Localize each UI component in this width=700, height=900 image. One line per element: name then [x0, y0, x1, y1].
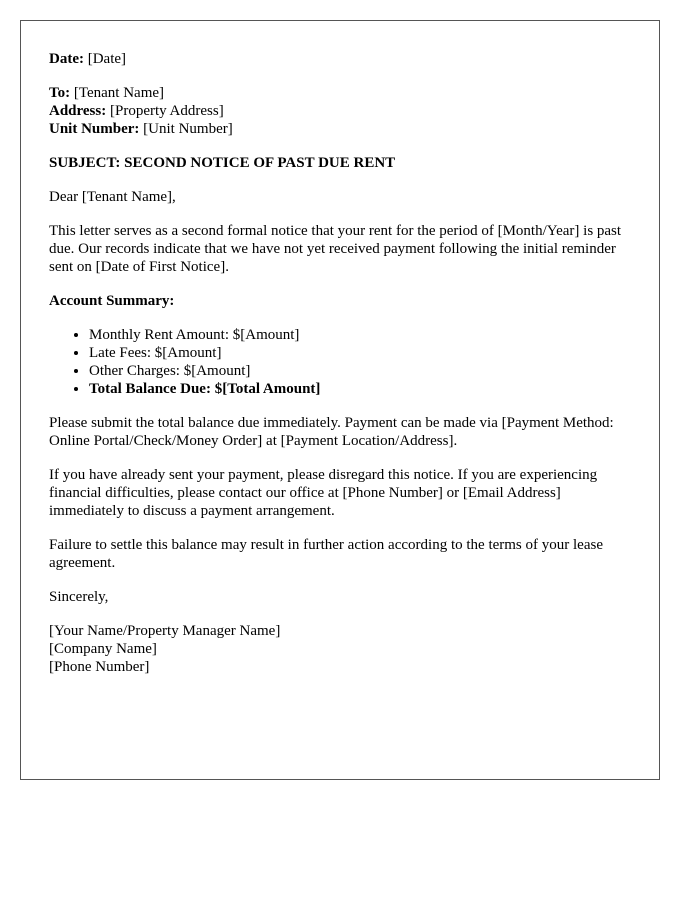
address-label: Address: [49, 103, 107, 119]
summary-item-monthly-rent: • Monthly Rent Amount: $[Amount] [89, 326, 631, 344]
date-line [49, 50, 631, 68]
disregard-paragraph: If you have already sent your payment, please disregard this notice. If you are experiencing financial difficulties, please contact our office at [Phone Number] or [Email Address] immediately to discuss a payment arrangement. [49, 467, 598, 519]
salutation: Dear [Tenant Name], [49, 189, 176, 205]
subject-line: SUBJECT: SECOND NOTICE OF PAST DUE RENT [49, 155, 396, 171]
summary-item-total: • Total Balance Due: $[Total Amount] [89, 380, 631, 398]
signoff: Sincerely, [49, 589, 109, 605]
date-label: Date: [49, 51, 84, 67]
sender-phone: [Phone Number] [49, 659, 150, 675]
account-summary-heading: Account Summary: [49, 293, 175, 309]
to-label: To: [49, 85, 71, 101]
summary-item-other-charges: • Other Charges: $[Amount] [89, 362, 631, 380]
signature-block [49, 622, 631, 676]
unit-value: [Unit Number] [143, 121, 233, 137]
recipient-block [49, 84, 631, 138]
account-summary-list [49, 326, 631, 398]
payment-paragraph: Please submit the total balance due immediately. Payment can be made via [Payment Method: Online Portal/Check/Money Order] at [Payment Location/Address]. [49, 415, 614, 449]
summary-item-late-fees: • Late Fees: $[Amount] [89, 344, 631, 362]
address-line [49, 102, 631, 120]
date-value: [Date] [87, 51, 127, 67]
to-line [49, 84, 631, 102]
address-value: [Property Address] [109, 103, 224, 119]
consequence-paragraph: Failure to settle this balance may result in further action according to the terms of your lease agreement. [49, 537, 603, 571]
to-value: [Tenant Name] [73, 85, 165, 101]
sender-company: [Company Name] [49, 641, 157, 657]
unit-label: Unit Number: [49, 121, 140, 137]
unit-line [49, 120, 631, 138]
letter-page [20, 20, 660, 780]
intro-paragraph: This letter serves as a second formal notice that your rent for the period of [Month/Year] is past due. Our records indicate that we have not yet received payment following the initial reminder sent on [Date of First Notice]. [49, 223, 622, 275]
sender-name: [Your Name/Property Manager Name] [49, 623, 281, 639]
